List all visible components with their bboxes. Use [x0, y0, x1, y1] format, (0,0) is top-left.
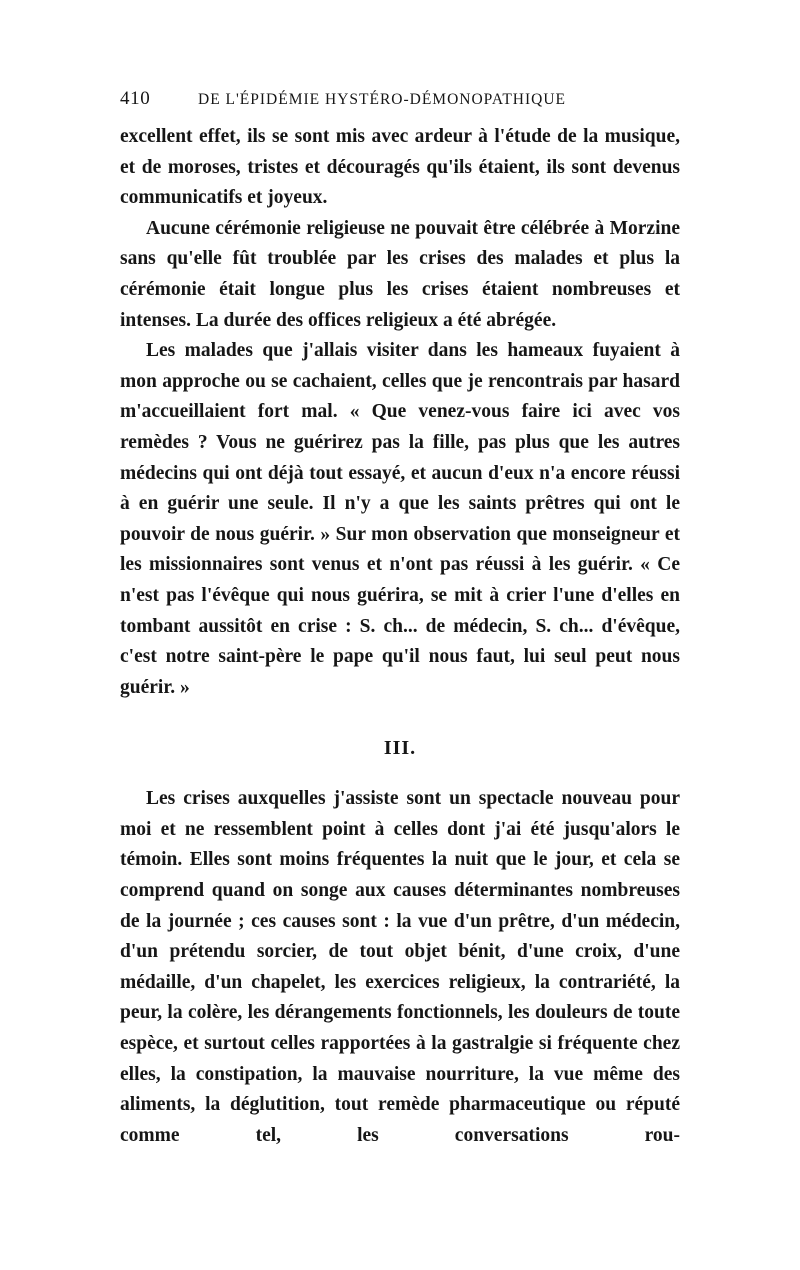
paragraph: Aucune cérémonie religieuse ne pouvait être célébrée à Morzine sans qu'elle fût troublée par les crises des malades et plus la cérémonie était longue plus les crises étaient nombreuses et intenses. La durée des offices religieux a été abrégée. [120, 217, 680, 331]
book-page [120, 88, 680, 1151]
paragraph: Les malades que j'allais visiter dans les hameaux fuyaient à mon approche ou se cachaient, celles que je rencontrais par hasard m'accueillaient fort mal. « Que venez-vous faire ici avec vos remèdes ? Vous ne guérirez pas la fille, pas plus que les autres médecins qui ont déjà tout essayé, et aucun d'eux n'a encore réussi à en guérir une seule. Il n'y a que les saints prêtres qui ont le pouvoir de nous guérir. » Sur mon observation que monseigneur et les missionnaires sont venus et n'ont pas réussi à les guérir. « Ce n'est pas l'évêque qui nous guérira, se mit à crier l'une d'elles en tombant aussitôt en crise : S. ch... de médecin, S. ch... d'évêque, c'est notre saint-père le pape qu'il nous faut, lui seul peut nous guérir. » [120, 340, 680, 698]
page-number: 410 [120, 88, 151, 109]
running-title: DE L'ÉPIDÉMIE HYSTÉRO-DÉMONOPATHIQUE [198, 91, 567, 108]
paragraph: Les crises auxquelles j'assiste sont un spectacle nouveau pour moi et ne ressemblent point à celles dont j'ai été jusqu'alors le témoin. Elles sont moins fréquentes la nuit que le jour, et cela se comprend quand on songe aux causes déterminantes nombreuses de la journée ; ces causes sont : la vue d'un prêtre, d'un médecin, d'un prétendu sorcier, de tout objet bénit, d'une croix, d'une médaille, d'un chapelet, les exercices religieux, la contrariété, la peur, la colère, les dérangements fonctionnels, les douleurs de toute espèce, et surtout celles rapportées à la gastralgie si fréquente chez elles, la constipation, la mauvaise nourriture, la vue même des aliments, la déglutition, tout remède pharmaceutique ou réputé comme tel, les conversations rou- [120, 788, 680, 1146]
section-heading: III. [383, 737, 417, 760]
running-head [120, 88, 680, 118]
paragraph: excellent effet, ils se sont mis avec ardeur à l'étude de la musique, et de moroses, tristes et découragés qu'ils étaient, ils sont devenus communicatifs et joyeux. [120, 126, 680, 209]
